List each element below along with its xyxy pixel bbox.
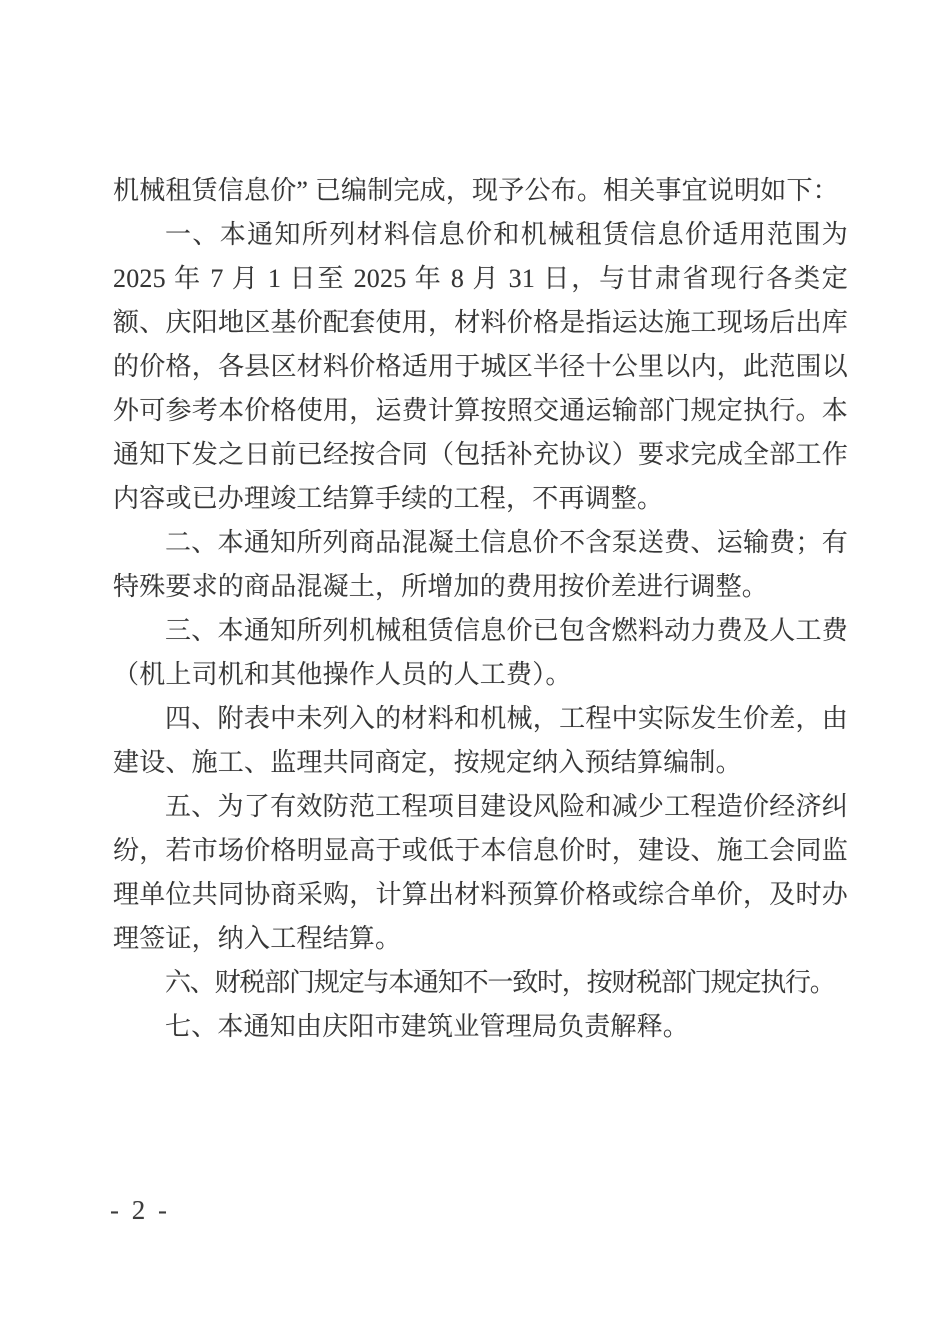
paragraph-item-2: 二、本通知所列商品混凝土信息价不含泵送费、运输费；有特殊要求的商品混凝土，所增加的费用按价差进行调整。 [113,528,848,601]
page-number: - 2 - [110,1195,170,1225]
paragraph-continuation: 机械租赁信息价” 已编制完成，现予公布。相关事宜说明如下： [113,176,839,205]
paragraph-item-5: 五、为了有效防范工程项目建设风险和减少工程造价经济纠纷，若市场价格明显高于或低于本信息价时，建设、施工会同监理单位共同协商采购，计算出材料预算价格或综合单价，及时办理签证，纳入工程结算。 [113,792,848,953]
document-body [113,169,848,1049]
paragraph-item-3: 三、本通知所列机械租赁信息价已包含燃料动力费及人工费（机上司机和其他操作人员的人工费）。 [113,616,848,689]
paragraph-item-1: 一、本通知所列材料信息价和机械租赁信息价适用范围为 2025 年 7 月 1 日至 2025 年 8 月 31 日，与甘肃省现行各类定额、庆阳地区基价配套使用，材料价格是指运达施工现场后出库的价格，各县区材料价格适用于城区半径十公里以内，此范围以外可参考本价格使用，运费计算按照交通运输部门规定执行。本通知下发之日前已经按合同（包括补充协议）要求完成全部工作内容或已办理竣工结算手续的工程，不再调整。 [113,220,848,513]
paragraph-item-7: 七、本通知由庆阳市建筑业管理局负责解释。 [165,1012,690,1041]
paragraph-item-4: 四、附表中未列入的材料和机械，工程中实际发生价差，由建设、施工、监理共同商定，按规定纳入预结算编制。 [113,704,848,777]
paragraph-item-6: 六、财税部门规定与本通知不一致时，按财税部门规定执行。 [165,968,835,997]
